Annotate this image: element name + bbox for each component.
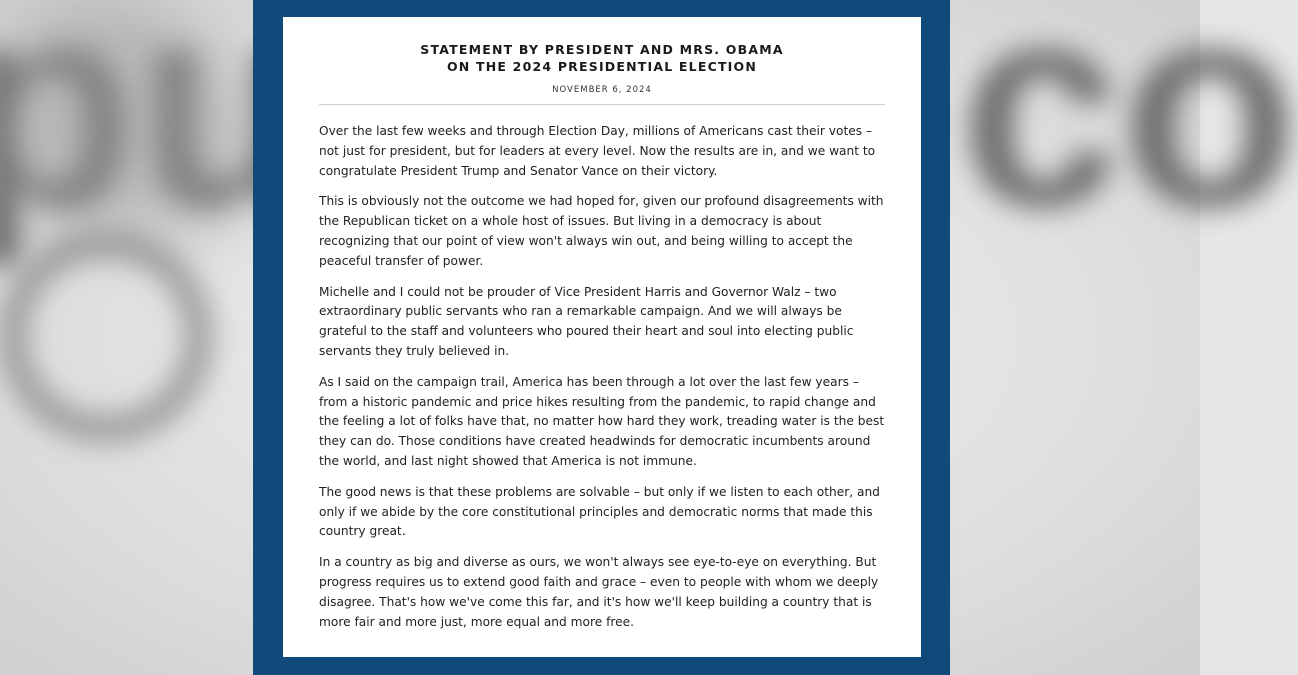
title-divider bbox=[319, 104, 885, 105]
statement-paragraph: Over the last few weeks and through Election Day, millions of Americans cast their votes – not just for president, but for leaders at every level. Now the results are in, and we want to congratulate President Trump and Senator Vance on their victory. bbox=[319, 124, 876, 178]
blurred-background-letters-right: co bbox=[960, 0, 1298, 267]
statement-frame bbox=[253, 0, 950, 675]
statement-document bbox=[283, 17, 921, 657]
statement-paragraph: In a country as big and diverse as ours, we won't always see eye-to-eye on everything. But progress requires us to extend good faith and grace – even to people with whom we deeply disagree. That's how we've come this far, and it's how we'll keep building a country that is more fair and more just, more equal and more free. bbox=[319, 555, 879, 629]
statement-paragraph: This is obviously not the outcome we had hoped for, given our profound disagreements with the Republican ticket on a whole host of issues. But living in a democracy is about recognizing that our point of view won't always win out, and being willing to accept the peaceful transfer of power. bbox=[319, 194, 884, 268]
blurred-background-ring-right bbox=[0, 230, 212, 442]
statement-body bbox=[319, 122, 885, 632]
statement-title bbox=[319, 41, 885, 75]
statement-paragraph: The good news is that these problems are solvable – but only if we listen to each other, and only if we abide by the core constitutional principles and democratic norms that made this country great. bbox=[319, 484, 880, 539]
statement-title-line-1: STATEMENT BY PRESIDENT AND MRS. OBAMA bbox=[420, 42, 784, 57]
statement-date: NOVEMBER 6, 2024 bbox=[552, 85, 652, 95]
statement-paragraph: As I said on the campaign trail, America has been through a lot over the last few years – from a historic pandemic and price hikes resulting from the pandemic, to rapid change and the feeling a lot of folks have that, no matter how hard they work, treading water is the best they can do. Those conditions have created headwinds for democratic incumbents around the world, and last night showed that America is not immune. bbox=[319, 374, 885, 468]
statement-paragraph: Michelle and I could not be prouder of Vice President Harris and Governor Walz – two extraordinary public servants who ran a remarkable campaign. And we will always be grateful to the staff and volunteers who poured their heart and soul into electing public servants they truly believed in. bbox=[319, 284, 854, 358]
statement-title-line-2: ON THE 2024 PRESIDENTIAL ELECTION bbox=[446, 59, 758, 74]
